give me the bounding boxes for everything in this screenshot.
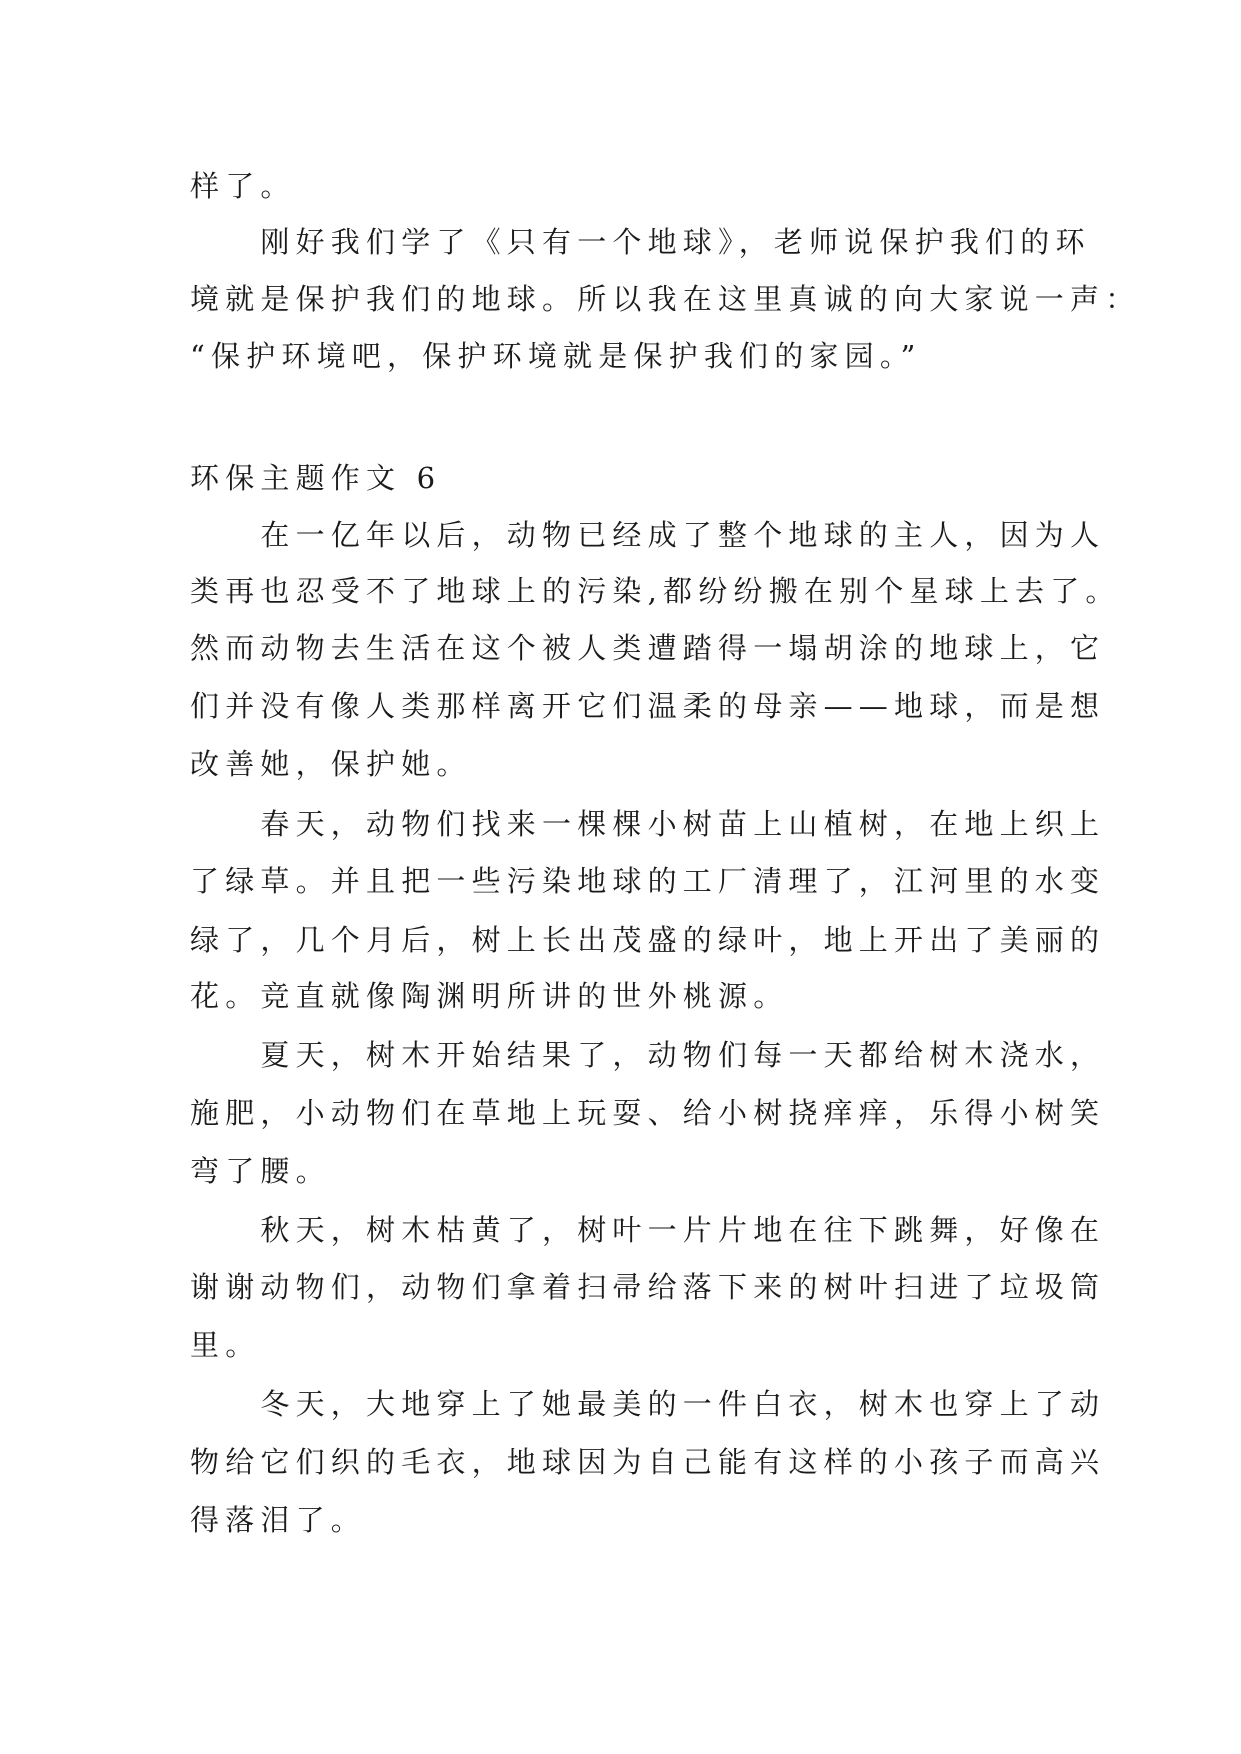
text-line: 里。 xyxy=(190,1328,261,1362)
text-line: 在一亿年以后，动物已经成了整个地球的主人，因为人 xyxy=(190,518,1106,552)
text-line: 得落泪了。 xyxy=(190,1503,367,1537)
text-line: 冬天，大地穿上了她最美的一件白衣，树木也穿上了动 xyxy=(190,1387,1106,1421)
text-line: 了绿草。并且把一些污染地球的工厂清理了，江河里的水变 xyxy=(190,864,1106,898)
text-line: 样了。 xyxy=(190,169,296,203)
text-line: 刚好我们学了《只有一个地球》，老师说保护我们的环 xyxy=(190,225,1091,259)
text-line: 类再也忍受不了地球上的污染,都纷纷搬在别个星球上去了。 xyxy=(190,574,1121,608)
text-line: 谢谢动物们，动物们拿着扫帚给落下来的树叶扫进了垃圾筒 xyxy=(190,1270,1106,1304)
text-line: “保护环境吧，保护环境就是保护我们的家园。” xyxy=(190,339,922,373)
text-line: 改善她，保护她。 xyxy=(190,747,472,781)
text-line: 夏天，树木开始结果了，动物们每一天都给树木浇水， xyxy=(190,1038,1106,1072)
text-line: 花。竞直就像陶渊明所讲的世外桃源。 xyxy=(190,979,789,1013)
text-line: 弯了腰。 xyxy=(190,1154,331,1188)
section-heading: 环保主题作文 6 xyxy=(190,461,442,495)
text-line: 绿了，几个月后，树上长出茂盛的绿叶，地上开出了美丽的 xyxy=(190,923,1106,957)
text-line: 春天，动物们找来一棵棵小树苗上山植树，在地上织上 xyxy=(190,807,1106,841)
text-line: 然而动物去生活在这个被人类遭踏得一塌胡涂的地球上，它 xyxy=(190,631,1106,665)
text-line: 们并没有像人类那样离开它们温柔的母亲——地球，而是想 xyxy=(190,689,1106,723)
text-line: 物给它们织的毛衣，地球因为自己能有这样的小孩子而高兴 xyxy=(190,1445,1106,1479)
text-line: 秋天，树木枯黄了，树叶一片片地在往下跳舞，好像在 xyxy=(190,1213,1106,1247)
text-line: 施肥，小动物们在草地上玩耍、给小树挠痒痒，乐得小树笑 xyxy=(190,1096,1106,1130)
text-line: 境就是保护我们的地球。所以我在这里真诚的向大家说一声： xyxy=(190,282,1141,316)
